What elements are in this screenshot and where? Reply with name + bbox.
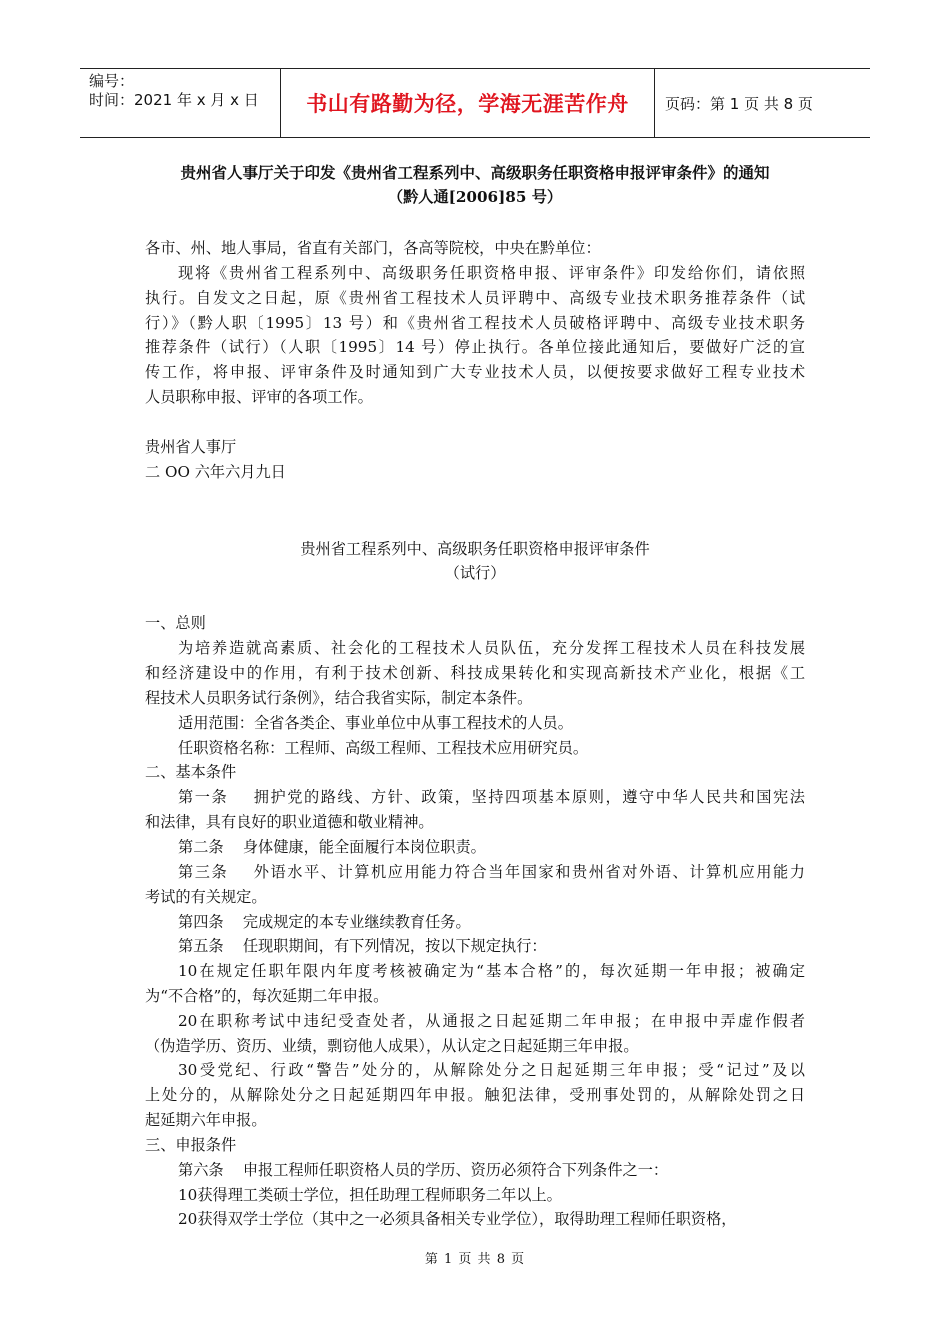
- notice-paragraph-line: 执行。自发文之日起，原《贵州省工程技术人员评聘中、高级专业技术职务推荐条件（试: [145, 289, 805, 307]
- item-line: 10获得理工类硕士学位，担任助理工程师职务二年以上。: [178, 1186, 562, 1204]
- notice-paragraph-line: 推荐条件（试行）（人职〔1995〕14 号）停止执行。各单位接此通知后，要做好广泛的宣: [145, 338, 805, 356]
- motto: 书山有路勤为径，学海无涯苦作舟: [281, 69, 655, 137]
- header-table: [80, 68, 870, 138]
- notice-issuer: 贵州省人事厅: [145, 438, 237, 456]
- header-meta: [80, 69, 281, 137]
- item-line: 为“不合格”的，每次延期二年申报。: [145, 987, 389, 1005]
- item-line: 20获得双学士学位（其中之一必须具备相关专业学位），取得助理工程师任职资格，: [178, 1210, 737, 1228]
- section-paragraph-line: 程技术人员职务试行条例》，结合我省实际，制定本条件。: [145, 689, 533, 707]
- item-line: 10在规定任职年限内年度考核被确定为“基本合格”的，每次延期一年申报；被确定: [178, 962, 805, 980]
- item-line: 上处分的，从解除处分之日起延期四年申报。触犯法律，受刑事处罚的，从解除处罚之日: [145, 1086, 805, 1104]
- date-label: 时间：2021 年 x 月 x 日: [89, 91, 259, 109]
- article-line: 和法律，具有良好的职业道德和敬业精神。: [145, 813, 434, 831]
- notice-title: 贵州省人事厅关于印发《贵州省工程系列中、高级职务任职资格申报评审条件》的通知: [180, 163, 770, 182]
- article-line: 第二条 身体健康，能全面履行本岗位职责。: [178, 838, 486, 856]
- notice-doc-number: （黔人通[2006]85 号）: [387, 188, 563, 206]
- section-heading: 一、总则: [145, 614, 206, 632]
- section-paragraph-line: 和经济建设中的作用，有利于技术创新、科技成果转化和实现高新技术产业化，根据《工: [145, 664, 805, 682]
- conditions-title: 贵州省工程系列中、高级职务任职资格申报评审条件: [300, 540, 650, 558]
- section-heading: 二、基本条件: [145, 763, 237, 781]
- notice-paragraph-line: 现将《贵州省工程系列中、高级职务任职资格申报、评审条件》印发给你们，请依照: [178, 264, 805, 282]
- article-line: 第三条 外语水平、计算机应用能力符合当年国家和贵州省对外语、计算机应用能力: [178, 863, 805, 881]
- section-heading: 三、申报条件: [145, 1136, 237, 1154]
- notice-paragraph-line: 人员职称申报、评审的各项工作。: [145, 388, 373, 406]
- item-line: 起延期六年申报。: [145, 1111, 267, 1129]
- page-footer: 第 1 页 共 8 页: [424, 1252, 526, 1267]
- notice-date: 二 OO 六年六月九日: [145, 463, 286, 481]
- article-line: 考试的有关规定。: [145, 888, 267, 906]
- code-label: 编号：: [89, 72, 135, 90]
- article-line: 第六条 申报工程师任职资格人员的学历、资历必须符合下列条件之一：: [178, 1161, 669, 1179]
- notice-paragraph-line: 行）》（黔人职〔1995〕13 号）和《贵州省工程技术人员破格评聘中、高级专业技术职务: [145, 314, 805, 332]
- qualification-names-line: 任职资格名称：工程师、高级工程师、工程技术应用研究员。: [178, 739, 589, 757]
- notice-paragraph-line: 传工作，将申报、评审条件及时通知到广大专业技术人员，以便按要求做好工程专业技术: [145, 363, 805, 381]
- page-label: 页码：第 1 页 共 8 页: [665, 94, 813, 113]
- section-paragraph-line: 为培养造就高素质、社会化的工程技术人员队伍，充分发挥工程技术人员在科技发展: [178, 639, 805, 657]
- item-line: 20在职称考试中违纪受查处者，从通报之日起延期二年申报；在申报中弄虚作假者: [178, 1012, 805, 1030]
- item-line: 30受党纪、行政“警告”处分的，从解除处分之日起延期三年申报；受“记过”及以: [178, 1061, 805, 1079]
- item-line: （伪造学历、资历、业绩，剽窃他人成果），从认定之日起延期三年申报。: [145, 1037, 639, 1055]
- article-line: 第五条 任现职期间，有下列情况，按以下规定执行：: [178, 937, 547, 955]
- article-line: 第一条 拥护党的路线、方针、政策，坚持四项基本原则，遵守中华人民共和国宪法: [178, 788, 805, 806]
- conditions-subtitle: （试行）: [444, 564, 506, 582]
- article-line: 第四条 完成规定的本专业继续教育任务。: [178, 913, 471, 931]
- scope-line: 适用范围：全省各类企、事业单位中从事工程技术的人员。: [178, 714, 573, 732]
- notice-recipients: 各市、州、地人事局，省直有关部门，各高等院校，中央在黔单位：: [145, 239, 601, 257]
